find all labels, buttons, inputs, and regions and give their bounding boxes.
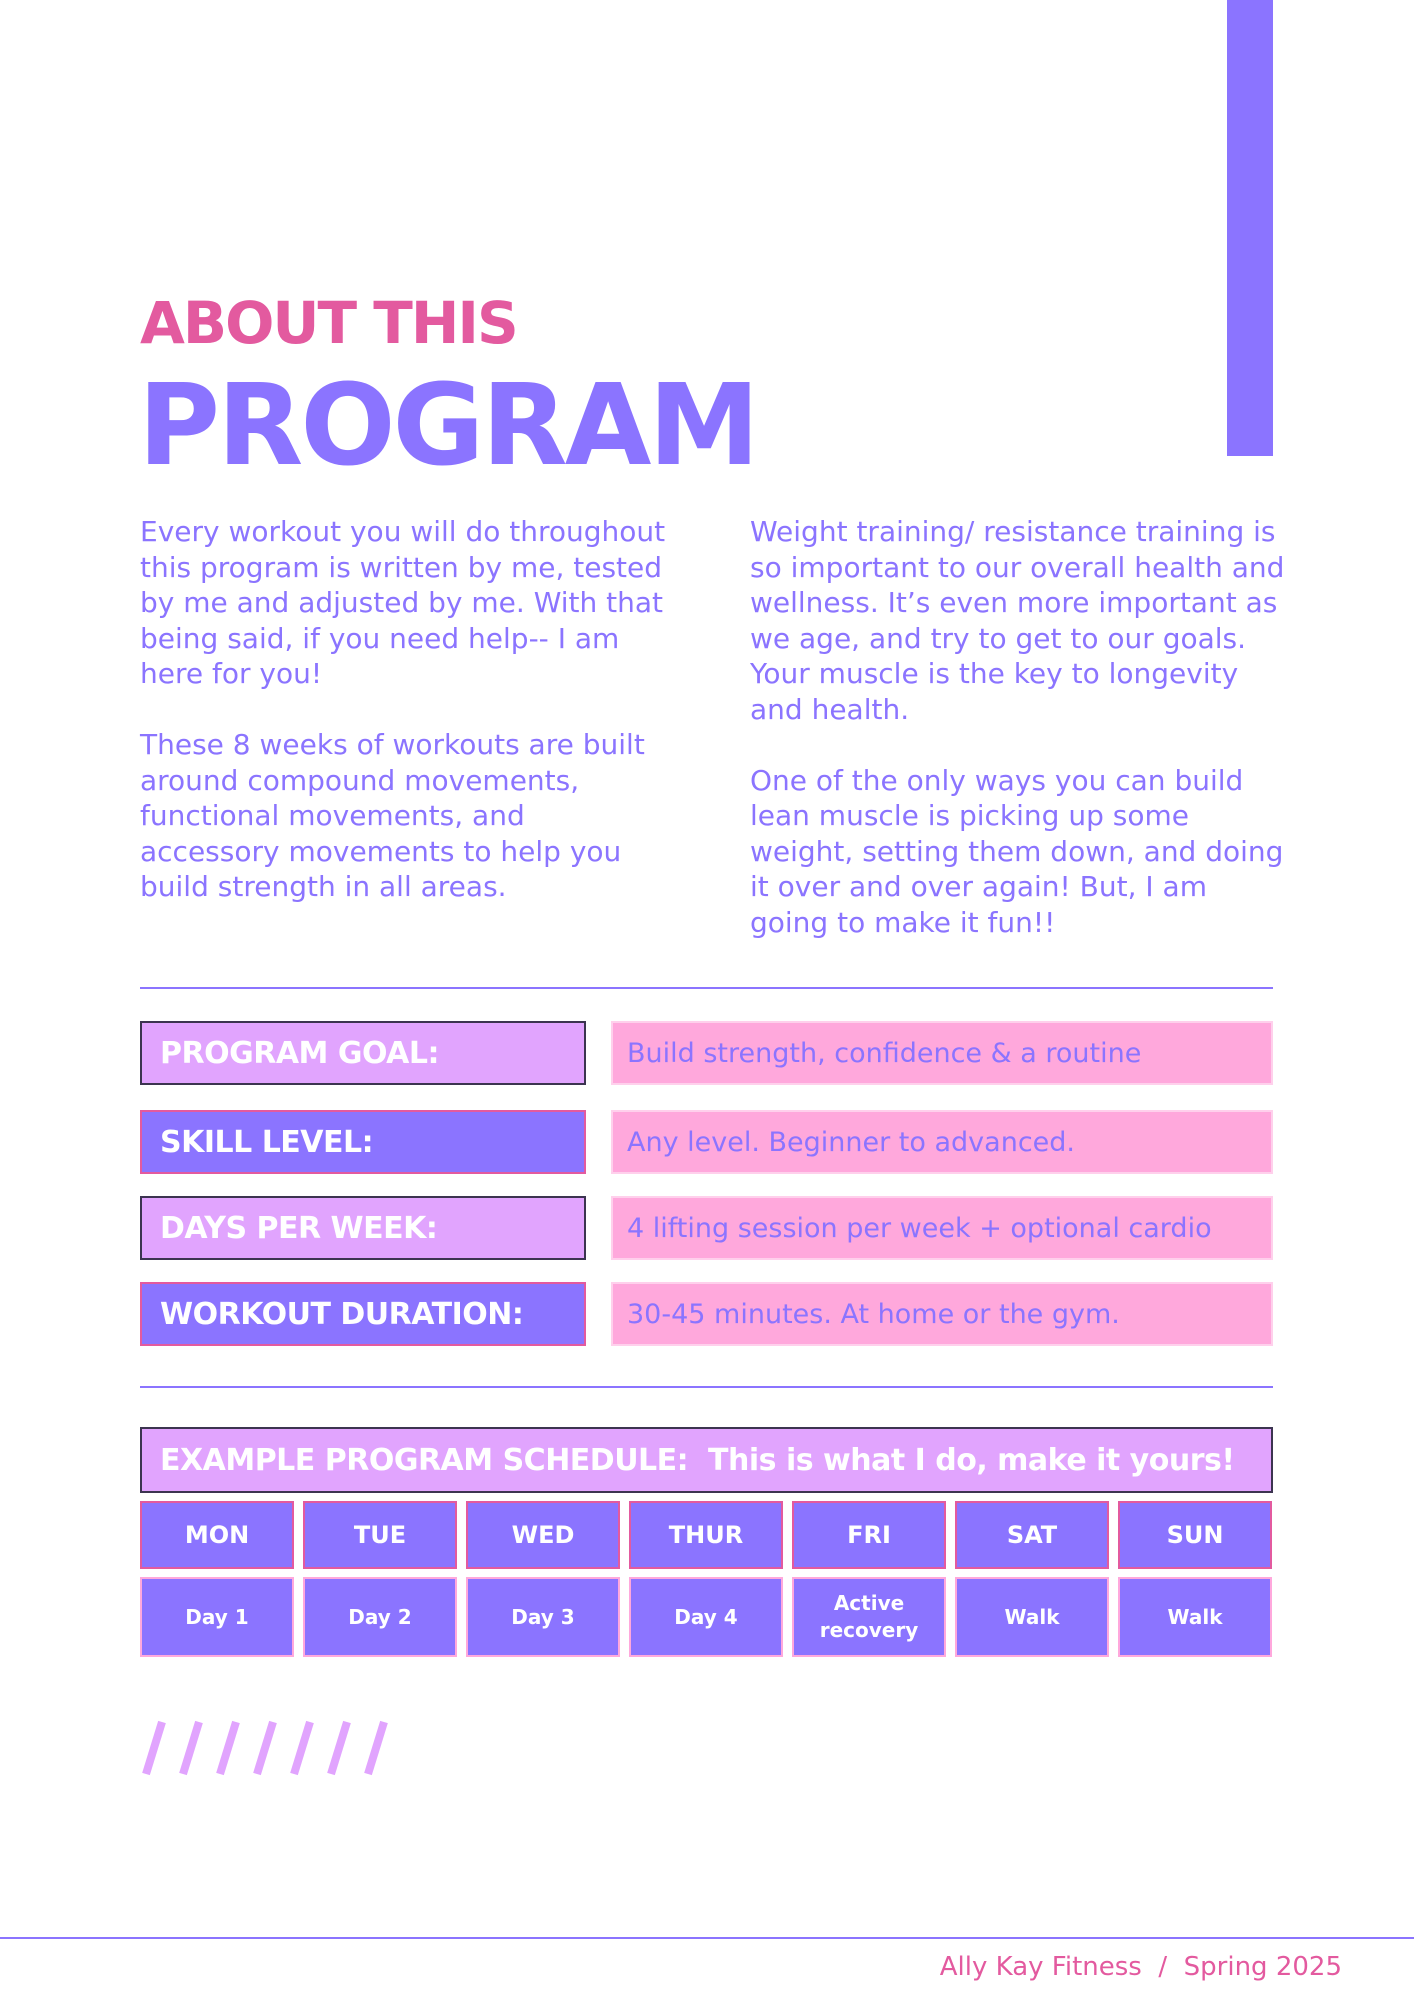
page-title-line2: PROGRAM <box>138 361 757 491</box>
info-label-program-goal: PROGRAM GOAL: <box>140 1021 586 1085</box>
day-plan-tue: Day 2 <box>303 1577 457 1657</box>
info-value-days-per-week: 4 lifting session per week + optional cardio <box>611 1196 1273 1260</box>
info-value-skill-level: Any level. Beginner to advanced. <box>611 1110 1273 1174</box>
intro-paragraph: These 8 weeks of workouts are built around compound movements, functional movements, and accessory movements to help you build strength in all areas. <box>140 728 645 903</box>
day-name-sun: SUN <box>1118 1501 1272 1569</box>
day-name-mon: MON <box>140 1501 294 1569</box>
divider <box>140 987 1273 989</box>
day-plan-thur: Day 4 <box>629 1577 783 1657</box>
info-value-program-goal: Build strength, confidence & a routine <box>611 1021 1273 1085</box>
day-name-fri: FRI <box>792 1501 946 1569</box>
schedule-header: EXAMPLE PROGRAM SCHEDULE: This is what I do, make it yours! <box>140 1427 1273 1493</box>
day-name-sat: SAT <box>955 1501 1109 1569</box>
day-plan-fri: Active recovery <box>792 1577 946 1657</box>
day-name-wed: WED <box>466 1501 620 1569</box>
day-name-tue: TUE <box>303 1501 457 1569</box>
intro-left-column <box>140 514 670 905</box>
divider <box>140 1386 1273 1388</box>
page-title-line1: ABOUT THIS <box>140 289 517 357</box>
day-plan-mon: Day 1 <box>140 1577 294 1657</box>
footer-text: Ally Kay Fitness / Spring 2025 <box>939 1952 1342 1982</box>
day-name-thur: THUR <box>629 1501 783 1569</box>
intro-paragraph: Every workout you will do throughout this program is written by me, tested by me and adjusted by me. With that being said, if you need help-- I am here for you! <box>140 515 666 690</box>
footer-divider <box>0 1937 1414 1939</box>
intro-right-column <box>750 514 1290 940</box>
intro-paragraph: Weight training/ resistance training is so important to our overall health and wellness. It’s even more important as we age, and try to get to our goals. Your muscle is the key to longevity and health. <box>750 515 1285 726</box>
info-label-skill-level: SKILL LEVEL: <box>140 1110 586 1174</box>
intro-paragraph: One of the only ways you can build lean muscle is picking up some weight, setting them down, and doing it over and over again! But, I am going to make it fun!! <box>750 763 1284 939</box>
info-label-workout-duration: WORKOUT DURATION: <box>140 1282 586 1346</box>
day-plan-sat: Walk <box>955 1577 1109 1657</box>
info-value-workout-duration: 30-45 minutes. At home or the gym. <box>611 1282 1273 1346</box>
day-plan-sun: Walk <box>1118 1577 1272 1657</box>
day-plan-wed: Day 3 <box>466 1577 620 1657</box>
slash-decoration-icon <box>140 1718 405 1778</box>
accent-bar <box>1227 0 1273 456</box>
info-label-days-per-week: DAYS PER WEEK: <box>140 1196 586 1260</box>
